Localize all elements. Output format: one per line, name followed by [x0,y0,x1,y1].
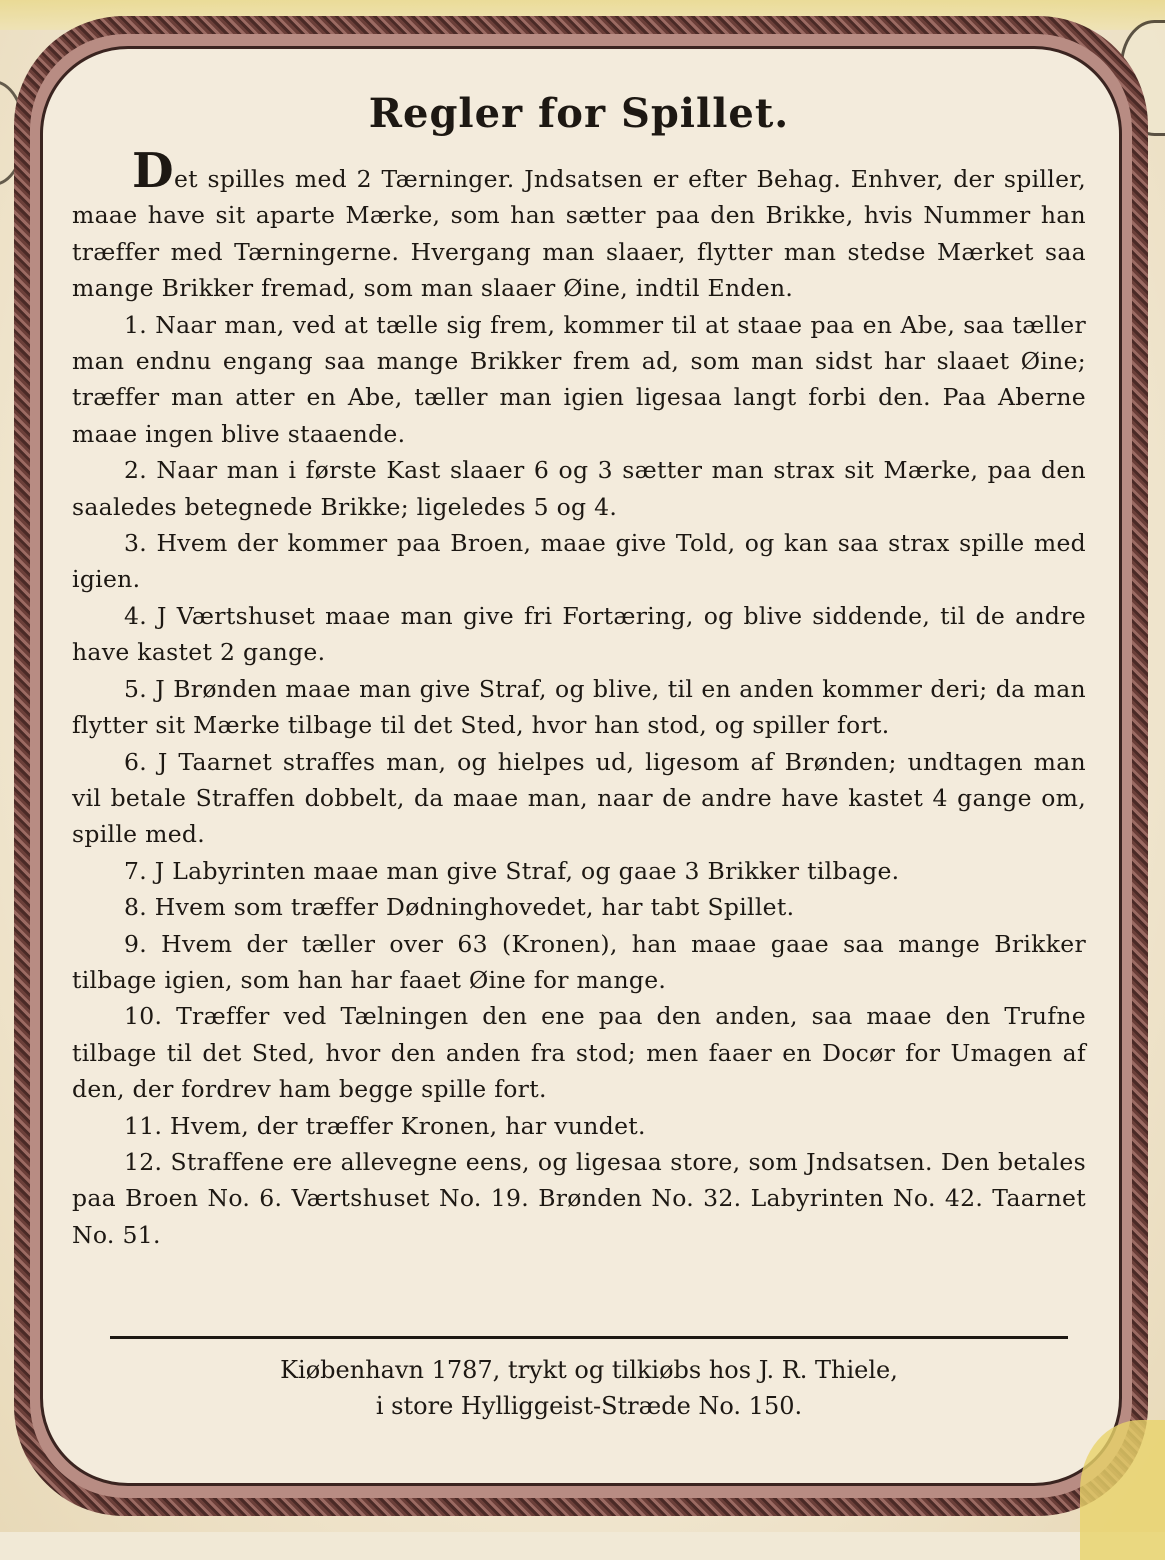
divider-line [110,1336,1068,1339]
rule-1: 1. Naar man, ved at tælle sig frem, kommer til at staae paa en Abe, saa tæller man endnu engang saa mange Brikker frem ad, som man sidst har slaaet Øine; træffer man atter en Abe, tæller man igien ligesaa langt forbi den. Paa Aberne maae ingen blive staaende. [72,310,1086,448]
rule-12: 12. Straffene ere allevegne eens, og ligesaa store, som Jndsatsen. Den betales paa Broen No. 6. Værtshuset No. 19. Brønden No. 32. Labyrinten No. 42. Taarnet No. 51. [72,1147,1086,1249]
rule-4: 4. J Værtshuset maae man give fri Fortæring, og blive siddende, til de andre have kastet 2 gange. [72,601,1086,667]
rule-2: 2. Naar man i første Kast slaaer 6 og 3 sætter man strax sit Mærke, paa den saaledes betegnede Brikke; ligeledes 5 og 4. [72,456,1086,521]
rule-10: 10. Træffer ved Tælningen den ene paa den anden, saa maae den Trufne tilbage til det Sted, hvor den anden fra stod; men faaer en Docør for Umagen af den, der fordrev ham begge spille fort. [72,1002,1086,1104]
rule-6: 6. J Taarnet straffes man, og hielpes ud, ligesom af Brønden; undtagen man vil betale Straffen dobbelt, da maae man, naar de andre have kastet 4 gange om, spille med. [72,747,1086,849]
rule-11: 11. Hvem, der træffer Kronen, har vundet. [124,1111,646,1140]
rule-8: 8. Hvem som træffer Dødninghovedet, har tabt Spillet. [124,893,795,922]
rule-3: 3. Hvem der kommer paa Broen, maae give Told, og kan saa strax spille med igien. [72,529,1086,594]
document-title: Regler for Spillet. [368,90,790,137]
imprint [110,1352,1068,1424]
rule-5: 5. J Brønden maae man give Straf, og blive, til en anden kommer deri; da man flytter sit Mærke tilbage til det Sted, hvor han stod, og spiller fort. [72,674,1086,740]
rules-text-block [72,90,1086,1253]
rule-7: 7. J Labyrinten maae man give Straf, og gaae 3 Brikker tilbage. [124,856,900,885]
intro-paragraph: Det spilles med 2 Tærninger. Jndsatsen er efter Behag. Enhver, der spiller, maae have sit aparte Mærke, som han sætter paa den Brikke, hvis Nummer han træffer med Tærningerne. Hvergang man slaaer, flytter man stedse Mærket saa mange Brikker fremad, som man slaaer Øine, indtil Enden. [72,143,1086,303]
imprint-line-2: i store Hylliggeist-Stræde No. 150. [375,1392,803,1420]
imprint-line-1: Kiøbenhavn 1787, trykt og tilkiøbs hos J. R. Thiele, [280,1356,898,1384]
rule-9: 9. Hvem der tæller over 63 (Kronen), han maae gaae saa mange Brikker tilbage igien, som han har faaet Øine for mange. [72,929,1086,994]
